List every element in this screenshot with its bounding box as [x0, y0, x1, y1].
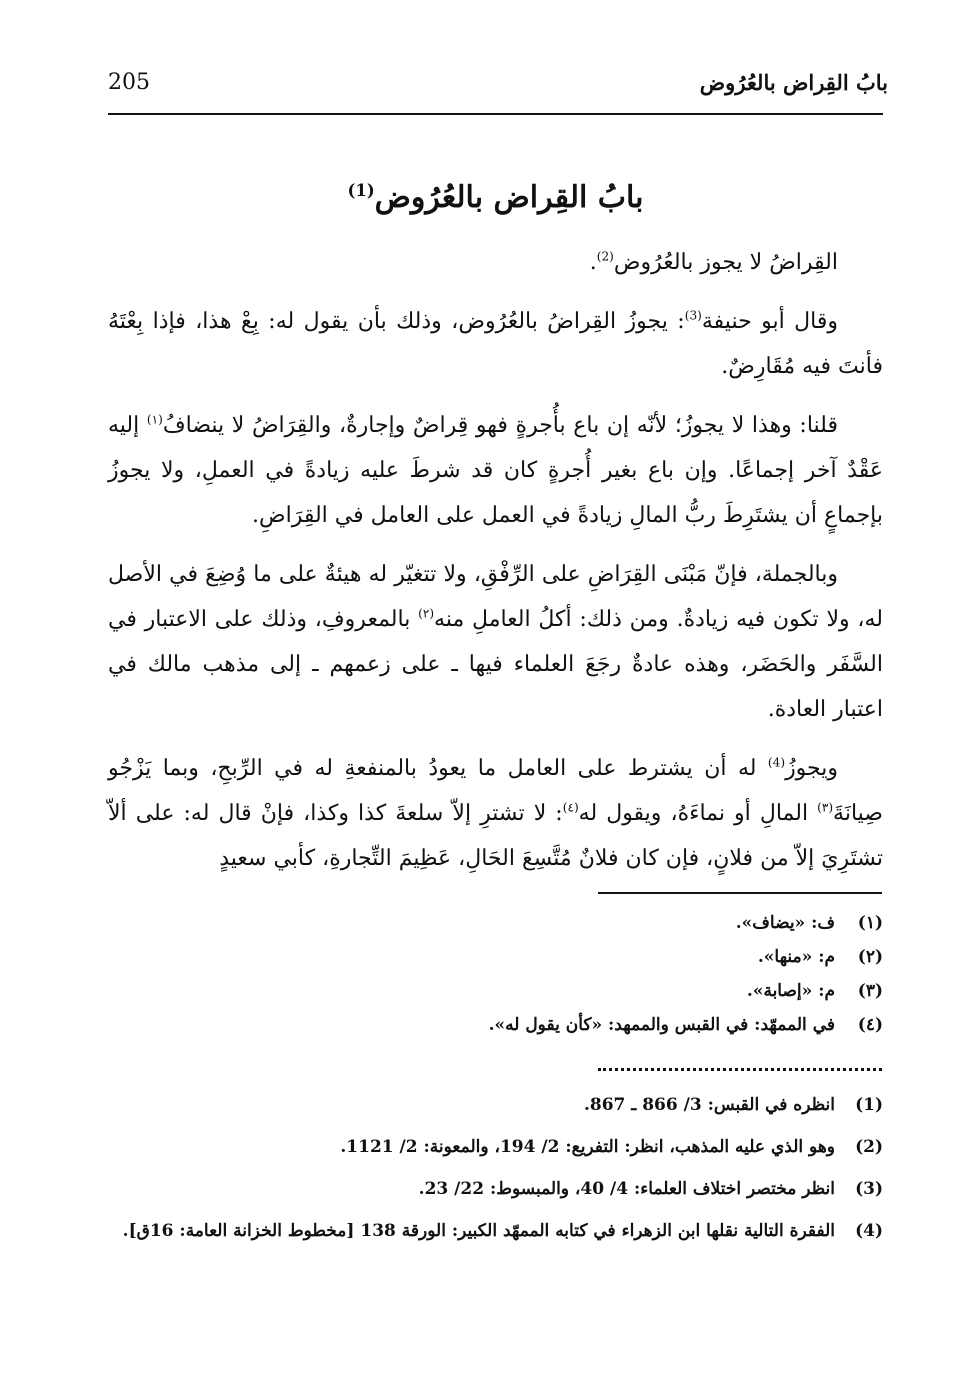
paragraph-4-after: بالمعروفِ، وذلك على الاعتبار في السَّفَر والحَضَر، وهذه عادةٌ رجَعَ العلماء فيها ـ على زعمهم ـ إلى مذهب مالك في اعتبار العادة.	[108, 607, 883, 722]
paragraph-3-before: قلنا: وهذا لا يجوزُ؛ لأنّه إن باع بأُجرةٍ فهو قِراضٌ وإجارةٌ، والقِرَاضُ لا ينضافُ	[162, 413, 838, 438]
editor-note-text: انظر مختصر اختلاف العلماء: 4/ 40، والمبسوط: 22/ 23.	[418, 1179, 835, 1199]
chapter-title	[108, 180, 883, 215]
running-title: بابُ القِراض بالعُرُوض	[699, 70, 888, 95]
page-number: 205	[108, 70, 150, 95]
footnote	[108, 1008, 883, 1042]
paragraph-5-note-3: (٤)	[562, 800, 579, 815]
paragraph-5-mid-2: المالِ أو نماءَهُ، ويقول له	[578, 801, 818, 826]
editor-notes	[108, 1090, 883, 1258]
footnote-text: م: «إصابة».	[746, 981, 835, 1001]
paragraph-5-before: ويجوزُ	[785, 756, 838, 781]
editor-note	[108, 1132, 883, 1162]
footnote-text: في الممهّد: في القبس والممهد: «كأن يقول له».	[488, 1015, 835, 1035]
body-text	[108, 240, 883, 895]
editor-note-text: وهو الذي عليه المذهب، انظر: التفريع: 2/ 194، والمعونة: 2/ 1121.	[340, 1137, 835, 1157]
chapter-title-text: بابُ القِراض بالعُرُوض	[374, 180, 644, 215]
editor-note-text: انظره في القبس: 3/ 866 ـ 867.	[583, 1095, 835, 1115]
editor-note-text: الفقرة التالية نقلها ابن الزهراء في كتابه الممهّد الكبير: الورقة 138 [مخطوط الخزانة العامة: 16ق].	[122, 1221, 835, 1241]
paragraph-5-note-2: (٣)	[817, 800, 834, 815]
paragraph-5	[108, 746, 883, 881]
footnote-text: ف: «يضاف».	[735, 913, 835, 933]
footnote-number: (٢)	[857, 947, 883, 967]
paragraph-1-after: .	[589, 250, 597, 275]
paragraph-5-note-1: (4)	[767, 755, 786, 770]
paragraph-4	[108, 552, 883, 732]
footnote	[108, 940, 883, 974]
footnote-number: (١)	[857, 913, 883, 933]
paragraph-3-note: (١)	[146, 412, 163, 427]
footnote	[108, 974, 883, 1008]
editor-note	[108, 1174, 883, 1204]
header-rule	[108, 113, 883, 115]
chapter-title-note: (1)	[347, 181, 375, 200]
paragraph-4-before: وبالجملة، فإنّ مَبْنَى القِرَاضِ على الرِّفْقِ، ولا تتغيّر له هيئةٌ على ما وُضِعَ في الأصل له، ولا تكون فيه زيادةٌ. ومن ذلك: أكلُ العاملِ منه	[108, 562, 883, 632]
paragraph-1-text: القِراضُ لا يجوز بالعُرُوض	[613, 250, 838, 275]
paragraph-3-after: إليه عَقْدٌ آخر إجماعًا. وإن باع بغير أُجرةٍ كان قد شرطَ عليه زيادةً في العملِ، ولا يجوزُ بإجماعٍ أن يشتَرِطَ ربُّ المالِ زيادةً في العمل على العامل في القِرَاضِ.	[108, 413, 883, 528]
paragraph-5-mid-1: له أن يشترط على العامل ما يعودُ بالمنفعةِ له في الرِّبحِ، وبما يَزْجُو صِيانَةَ	[108, 756, 883, 826]
paragraph-1	[108, 240, 883, 285]
footnote-rule	[598, 892, 882, 894]
paragraph-2-before: وقال أبو حنيفة	[701, 309, 839, 334]
paragraph-2-after: : يجوزُ القِراضُ بالعُرُوض، وذلك بأن يقول له: بِعْ هذا، فإذا بِعْتَهُ فأنتَ فيه مُقَارِضٌ.	[108, 309, 883, 379]
paragraph-2	[108, 299, 883, 389]
footnote-text: م: «منها».	[757, 947, 835, 967]
footnote-number: (٣)	[857, 981, 883, 1001]
paragraph-3	[108, 403, 883, 538]
editor-note-number: (4)	[855, 1221, 883, 1241]
paragraph-2-note: (3)	[684, 308, 702, 323]
editor-note	[108, 1090, 883, 1120]
dotted-separator	[598, 1068, 882, 1071]
editor-note-number: (2)	[855, 1137, 883, 1157]
editor-note-number: (1)	[855, 1095, 883, 1115]
running-header	[108, 66, 888, 110]
footnote-number: (٤)	[857, 1015, 883, 1035]
footnote	[108, 906, 883, 940]
paragraph-4-note: (٢)	[418, 606, 435, 621]
footnotes	[108, 906, 883, 1042]
editor-note-number: (3)	[855, 1179, 883, 1199]
editor-note	[108, 1216, 883, 1246]
paragraph-1-note: (2)	[596, 249, 614, 264]
paragraph-5-after: : لا تشترِ إلاّ سلعةَ كذا وكذا، فإنْ قال له: على ألاّ تشتَرِيَ إلاّ من فلانٍ، فإن كان فلانٌ مُتَّسِعَ الحَالِ، عَظِيمَ التِّجارةِ، كأبي سعيدٍ	[108, 801, 883, 871]
